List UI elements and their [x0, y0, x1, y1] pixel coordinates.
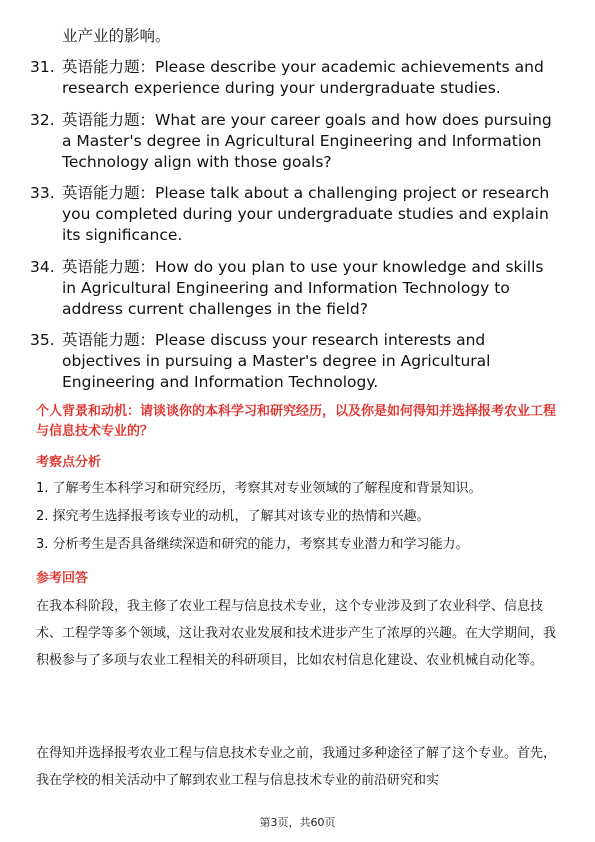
- question-number: 31.: [30, 58, 55, 76]
- answer-paragraph: 在得知并选择报考农业工程与信息技术专业之前，我通过多种途径了解了这个专业。首先，我在学校的相关活动中了解到农业工程与信息技术专业的前沿研究和实: [36, 746, 557, 788]
- question-item: [30, 330, 560, 393]
- question-item: [30, 57, 560, 99]
- analysis-heading: 考察点分析: [36, 455, 102, 470]
- answer-paragraph: 在我本科阶段，我主修了农业工程与信息技术专业，这个专业涉及到了农业科学、信息技术、工程学等多个领域，这让我对农业发展和技术进步产生了浓厚的兴趣。在大学期间，我积极参与了多项与农业工程相关的科研项目，比如农村信息化建设、农业机械自动化等。: [36, 599, 557, 668]
- analysis-point: 1. 了解考生本科学习和研究经历，考察其对专业领域的了解程度和背景知识。: [36, 481, 482, 496]
- question-number: 34.: [30, 257, 55, 276]
- question-number: 35.: [30, 331, 55, 349]
- question-item: [30, 110, 560, 173]
- question-number: 33.: [30, 184, 55, 202]
- question-number: 32.: [30, 110, 55, 129]
- question-text: 英语能力题：Please talk about a challenging project or research you completed during your undergraduate studies and explain its significance.: [62, 184, 550, 244]
- question-list: [30, 57, 560, 404]
- question-item: [30, 257, 560, 320]
- analysis-point: 2. 探究考生选择报考该专业的动机，了解其对该专业的热情和兴趣。: [36, 509, 430, 524]
- answer-heading: 参考回答: [36, 571, 89, 586]
- continuation-text: 业产业的影响。: [62, 27, 171, 45]
- analysis-points: [36, 480, 561, 564]
- question-text: 英语能力题：Please discuss your research interests and objectives in pursuing a Master's degree in Agricultural Engineering and Information Technology.: [62, 331, 491, 391]
- section-title: 个人背景和动机：请谈谈你的本科学习和研究经历，以及你是如何得知并选择报考农业工程与信息技术专业的？: [36, 404, 557, 439]
- question-text: 英语能力题：What are your career goals and how does pursuing a Master's degree in Agricultural Engineering and Information Technology align with those goals?: [62, 110, 552, 171]
- question-item: [30, 183, 560, 246]
- analysis-point: 3. 分析考生是否具备继续深造和研究的能力，考察其专业潜力和学习能力。: [36, 537, 469, 552]
- question-text: 英语能力题：How do you plan to use your knowledge and skills in Agricultural Engineering and Information Technology to address current challenges in the field?: [62, 257, 544, 318]
- question-text: 英语能力题：Please describe your academic achievements and research experience during your undergraduate studies.: [62, 58, 544, 97]
- page-footer: 第3页，共60页: [259, 816, 336, 829]
